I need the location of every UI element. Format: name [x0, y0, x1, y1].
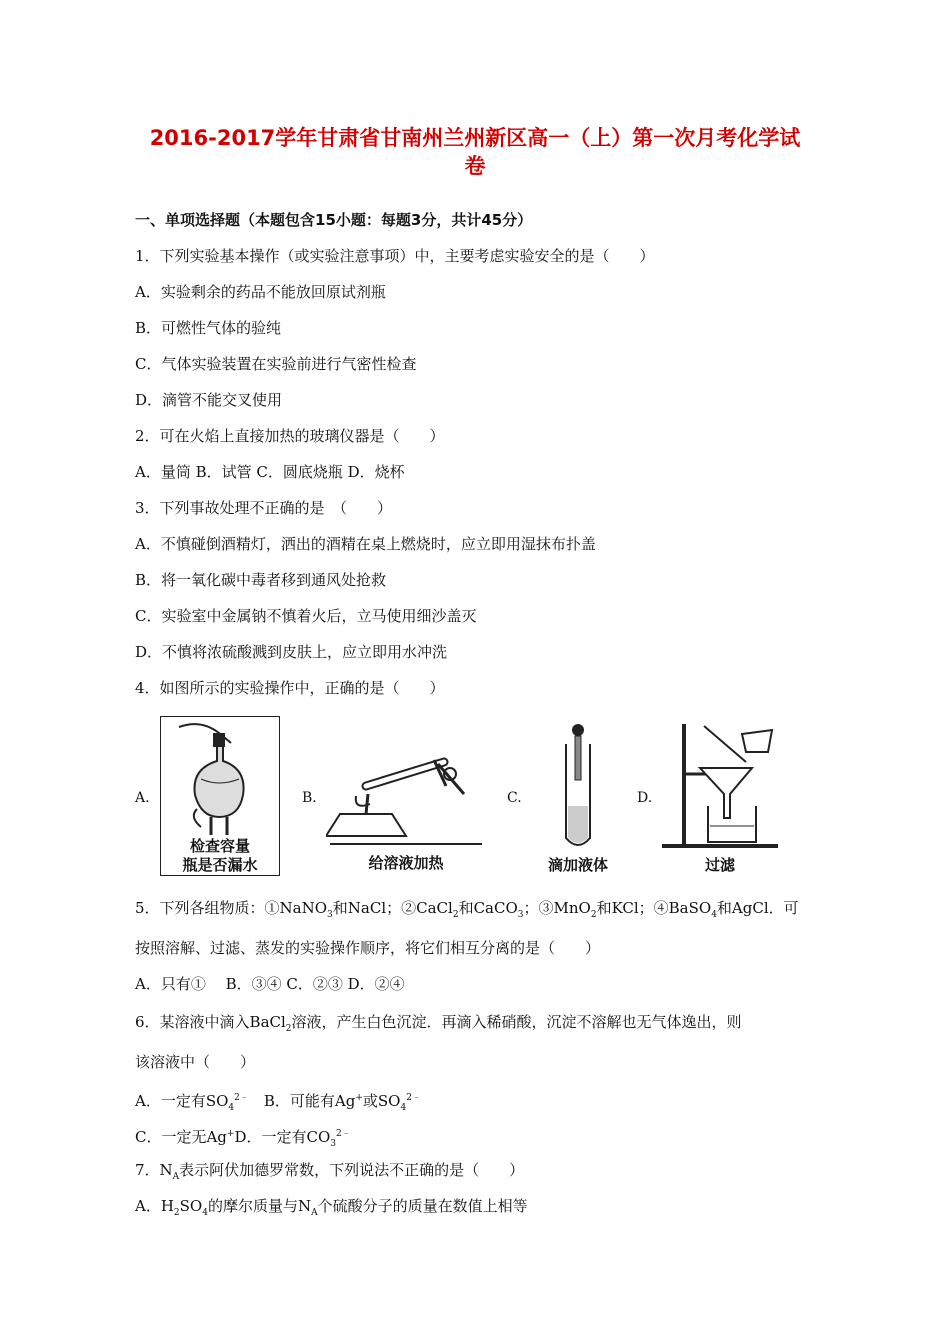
figure-a-label: A. [135, 790, 150, 806]
q5-stem-line-1 [135, 898, 799, 925]
q6-option-c: C．一定无Ag [135, 1128, 227, 1146]
figure-d-caption: 过滤 [704, 856, 735, 874]
q7-text: 的摩尔质量与N [207, 1197, 312, 1215]
subscript: 4 [711, 910, 717, 920]
q6-text: 6．某溶液中滴入BaCl [135, 1013, 286, 1031]
figure-d-label: D. [637, 790, 653, 806]
subscript: 4 [228, 1103, 235, 1113]
q1-option-c: C．气体实验装置在实验前进行气密性检查 [135, 355, 417, 373]
volumetric-flask-drawing [161, 717, 279, 835]
q2-stem: 2．可在火焰上直接加热的玻璃仪器是（ ） [135, 427, 445, 445]
figure-c-dropper [530, 720, 626, 874]
q1-option-b: B．可燃性气体的验纯 [135, 319, 282, 337]
q5-stem-line-2: 按照溶解、过滤、蒸发的实验操作顺序，将它们相互分离的是（ ） [135, 939, 601, 957]
title-line-1: 2016-2017学年甘肃省甘南州兰州新区高一（上）第一次月考化学试 [149, 126, 801, 150]
dropper-drawing [530, 720, 626, 852]
figure-d-filtration [660, 722, 780, 874]
q7-text: 表示阿伏加德罗常数，下列说法不正确的是（ ） [179, 1161, 525, 1179]
subscript: A [172, 1172, 180, 1182]
q6-option-d: D．一定有CO [234, 1128, 331, 1146]
q6-stem-line-2: 该溶液中（ ） [135, 1053, 256, 1071]
figure-c-label: C. [507, 790, 522, 806]
q6-options-cd [135, 1124, 351, 1154]
q5-text: 和NaCl；②CaCl [332, 899, 453, 917]
superscript: 2﹣ [234, 1093, 249, 1103]
subscript: 2 [285, 1024, 292, 1034]
q1-option-a: A．实验剩余的药品不能放回原试剂瓶 [135, 283, 386, 301]
superscript: + [226, 1129, 235, 1139]
q5-text: ；③MnO [523, 899, 591, 917]
subscript: 2 [452, 910, 459, 920]
title-line-2: 卷 [464, 154, 486, 178]
q3-option-c: C．实验室中金属钠不慎着火后，立马使用细沙盖灭 [135, 607, 477, 625]
figure-b-heating [326, 756, 486, 874]
subscript: 3 [327, 910, 333, 920]
q3-option-b: B．将一氧化碳中毒者移到通风处抢救 [135, 571, 387, 589]
subscript: 4 [202, 1208, 208, 1218]
q7-text: 个硫酸分子的质量在数值上相等 [317, 1197, 528, 1215]
q7-text: A．H [135, 1197, 174, 1215]
figure-a-caption-2: 瓶是否漏水 [182, 856, 258, 874]
q5-text: 和AgCl．可 [716, 899, 799, 917]
figure-b-label: B. [302, 790, 317, 806]
q6-option-b: B．可能有Ag [248, 1092, 356, 1110]
q5-options: A．只有① B．③④ C．②③ D．②④ [135, 975, 405, 993]
q5-text: 和CaCO [458, 899, 518, 917]
q3-option-d: D．不慎将浓硫酸溅到皮肤上，应立即用水冲洗 [135, 643, 448, 661]
figure-a-volumetric-flask [160, 716, 280, 876]
subscript: 3 [517, 910, 524, 920]
figure-a-caption-1: 检查容量 [189, 837, 250, 855]
q5-text: 和KCl；④BaSO [596, 899, 712, 917]
q1-option-d: D．滴管不能交叉使用 [135, 391, 283, 409]
superscript: + [355, 1093, 363, 1103]
q6-option-a: A．一定有SO [135, 1092, 229, 1110]
superscript: 2﹣ [336, 1129, 351, 1139]
figure-b-caption: 给溶液加热 [368, 854, 444, 872]
q3-stem: 3．下列事故处理不正确的是 （ ） [135, 499, 393, 517]
subscript: 2 [173, 1208, 180, 1218]
q6-text: 溶液，产生白色沉淀．再滴入稀硝酸，沉淀不溶解也无气体逸出，则 [291, 1013, 742, 1031]
q4-stem: 4．如图所示的实验操作中，正确的是（ ） [135, 679, 445, 697]
q7-stem [135, 1160, 524, 1187]
q3-option-a: A．不慎碰倒酒精灯，洒出的酒精在桌上燃烧时，应立即用湿抹布扑盖 [135, 535, 596, 553]
q6-option-b-cont: 或SO [362, 1092, 401, 1110]
subscript: A [311, 1208, 318, 1218]
section-heading: 一、单项选择题（本题包含15小题：每题3分，共计45分） [135, 211, 533, 229]
q7-option-a [135, 1196, 528, 1223]
subscript: 3 [330, 1139, 337, 1149]
subscript: 4 [400, 1103, 407, 1113]
superscript: 2﹣ [406, 1093, 421, 1103]
q6-stem-line-1 [135, 1012, 742, 1039]
heating-tube-drawing [326, 756, 486, 848]
subscript: 2 [590, 910, 597, 920]
q2-options: A．量筒 B．试管 C．圆底烧瓶 D．烧杯 [135, 463, 405, 481]
q6-options-ab [135, 1088, 421, 1118]
q5-text: 5．下列各组物质：①NaNO [135, 899, 328, 917]
q7-text: 7．N [135, 1161, 173, 1179]
q7-text: SO [179, 1197, 203, 1215]
filtration-drawing [660, 722, 780, 854]
q1-stem: 1．下列实验基本操作（或实验注意事项）中，主要考虑实验安全的是（ ） [135, 247, 655, 265]
figure-c-caption: 滴加液体 [547, 856, 608, 874]
